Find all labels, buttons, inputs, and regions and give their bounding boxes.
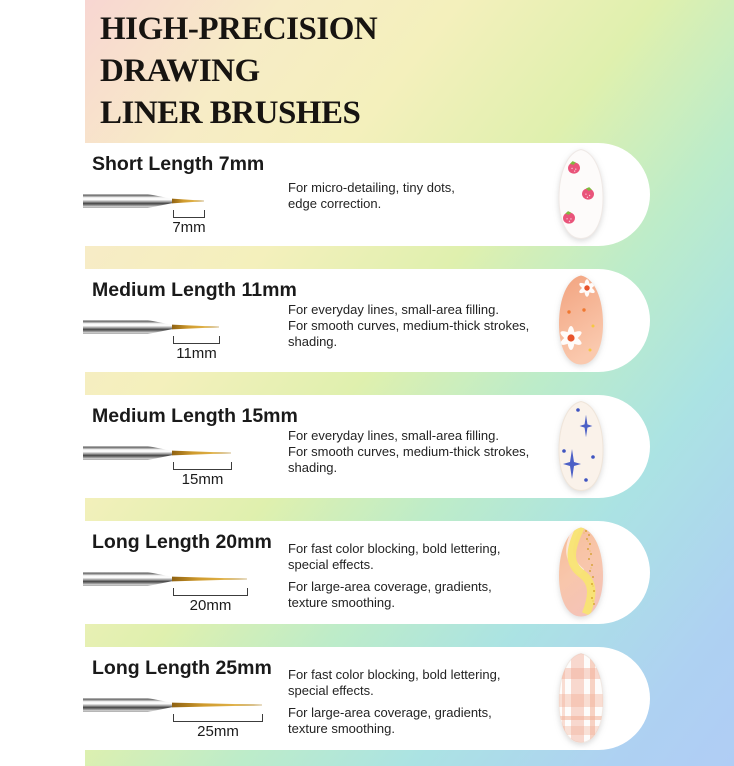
- section-heading: Short Length 7mm: [92, 153, 265, 175]
- title-line-2: DRAWING: [100, 53, 260, 89]
- length-measure: [173, 336, 220, 363]
- brush-section-20mm: [0, 521, 650, 624]
- nail-art-daisy-icon: [552, 274, 610, 366]
- brush-section-11mm: [0, 269, 650, 372]
- description-line: special effects.: [288, 683, 374, 698]
- description-line: special effects.: [288, 557, 374, 572]
- description-line: For large-area coverage, gradients,: [288, 705, 492, 720]
- description-line: For large-area coverage, gradients,: [288, 579, 492, 594]
- nail-art-gold-glitter-icon: [552, 526, 610, 618]
- measure-label: 25mm: [197, 723, 239, 740]
- length-measure: [173, 714, 263, 741]
- nail-art-plaid-icon: [552, 652, 610, 744]
- section-description: [288, 302, 558, 350]
- section-description: [288, 541, 558, 611]
- brush-bristle: [172, 198, 204, 204]
- measure-label: 15mm: [181, 471, 224, 488]
- section-heading: Medium Length 11mm: [92, 279, 297, 301]
- brush-ferrule: [83, 320, 173, 334]
- description-line: For everyday lines, small-area filling.: [288, 428, 499, 443]
- description-line: edge correction.: [288, 196, 382, 211]
- description-line: For everyday lines, small-area filling.: [288, 302, 499, 317]
- section-heading: Long Length 25mm: [92, 657, 272, 679]
- length-measure: [173, 462, 232, 489]
- description-line: texture smoothing.: [288, 595, 395, 610]
- page-title: [100, 8, 377, 134]
- brush-section-15mm: [0, 395, 650, 498]
- measure-bracket-icon: [173, 336, 220, 344]
- description-line: For smooth curves, medium-thick strokes,: [288, 444, 530, 459]
- brush-section-25mm: [0, 647, 650, 750]
- description-line: For smooth curves, medium-thick strokes,: [288, 318, 530, 333]
- measure-bracket-icon: [173, 462, 232, 470]
- brush-bristle: [172, 702, 262, 708]
- nail-art-sparkle-icon: [552, 400, 610, 492]
- brush-ferrule: [83, 446, 173, 460]
- description-line: For fast color blocking, bold lettering,: [288, 667, 501, 682]
- length-measure: [173, 588, 248, 615]
- description-line: shading.: [288, 460, 338, 475]
- measure-bracket-icon: [173, 714, 263, 722]
- measure-label: 7mm: [172, 219, 206, 236]
- section-heading: Medium Length 15mm: [92, 405, 298, 427]
- section-description: [288, 428, 558, 476]
- measure-label: 20mm: [189, 597, 232, 614]
- brush-ferrule: [83, 572, 173, 586]
- brush-ferrule: [83, 194, 173, 208]
- section-description: [288, 180, 558, 212]
- description-line: For micro-detailing, tiny dots,: [288, 180, 455, 195]
- brush-bristle: [172, 324, 219, 330]
- section-heading: Long Length 20mm: [92, 531, 272, 553]
- section-description: [288, 667, 558, 737]
- measure-bracket-icon: [173, 210, 205, 218]
- brush-section-7mm: [0, 143, 650, 246]
- description-line: texture smoothing.: [288, 721, 395, 736]
- title-line-3: LINER BRUSHES: [100, 95, 361, 131]
- nail-art-strawberry-icon: [552, 148, 610, 240]
- description-line: shading.: [288, 334, 338, 349]
- brush-bristle: [172, 450, 231, 456]
- measure-bracket-icon: [173, 588, 248, 596]
- description-line: For fast color blocking, bold lettering,: [288, 541, 501, 556]
- brush-bristle: [172, 576, 247, 582]
- measure-label: 11mm: [176, 345, 217, 362]
- brush-ferrule: [83, 698, 173, 712]
- title-line-1: HIGH-PRECISION: [100, 11, 378, 47]
- length-measure: [173, 210, 205, 237]
